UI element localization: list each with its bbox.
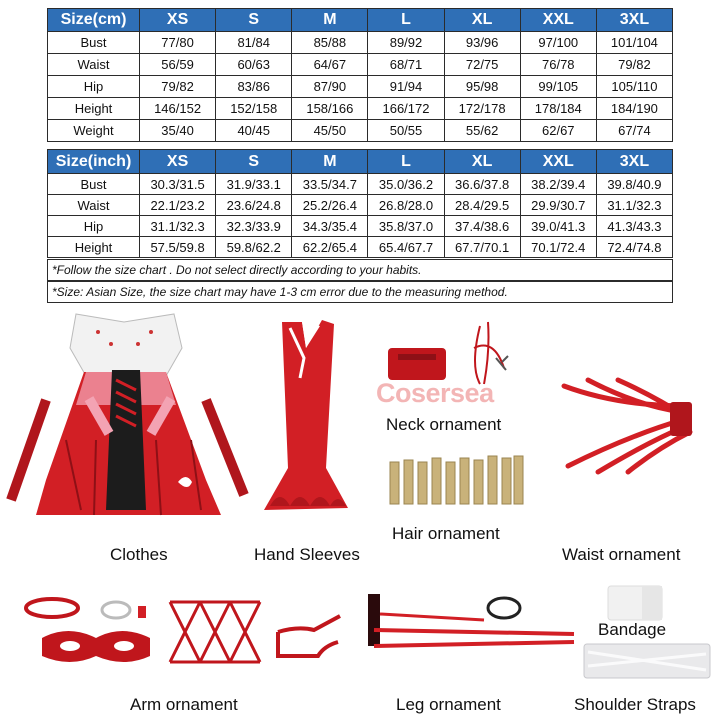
table-cell: 65.4/67.7 (368, 237, 444, 258)
bandage-image (606, 584, 666, 624)
table-cell: 93/96 (444, 32, 520, 54)
table-cell: 38.2/39.4 (520, 174, 596, 195)
table-cell: 37.4/38.6 (444, 216, 520, 237)
table-row (48, 32, 673, 54)
table-header-row (48, 150, 673, 174)
header-cell: XXL (520, 150, 596, 174)
row-label: Bust (48, 32, 140, 54)
table-row (48, 98, 673, 120)
table-cell: 62/67 (520, 120, 596, 142)
table-cell: 55/62 (444, 120, 520, 142)
table-cell: 79/82 (140, 76, 216, 98)
size-table-inch (47, 149, 673, 258)
table-cell: 29.9/30.7 (520, 195, 596, 216)
size-note-follow: *Follow the size chart . Do not select directly according to your habits. (47, 259, 673, 281)
leg-ornament-image (364, 590, 579, 660)
table-header-row (48, 9, 673, 32)
table-cell: 178/184 (520, 98, 596, 120)
row-label: Weight (48, 120, 140, 142)
table-cell: 35.0/36.2 (368, 174, 444, 195)
table-cell: 99/105 (520, 76, 596, 98)
table-cell: 72.4/74.8 (596, 237, 672, 258)
table-cell: 67.7/70.1 (444, 237, 520, 258)
row-label: Bust (48, 174, 140, 195)
table-cell: 45/50 (292, 120, 368, 142)
row-label: Hip (48, 216, 140, 237)
row-label: Height (48, 98, 140, 120)
table-cell: 33.5/34.7 (292, 174, 368, 195)
clothes-image (6, 310, 251, 535)
header-cell: L (368, 9, 444, 32)
table-cell: 50/55 (368, 120, 444, 142)
row-label: Waist (48, 54, 140, 76)
table-row (48, 237, 673, 258)
table-cell: 77/80 (140, 32, 216, 54)
header-cell: XS (140, 9, 216, 32)
clothes-label: Clothes (110, 545, 168, 564)
table-cell: 95/98 (444, 76, 520, 98)
hair-ornament-image (386, 452, 526, 508)
table-cell: 85/88 (292, 32, 368, 54)
table-cell: 79/82 (596, 54, 672, 76)
table-cell: 89/92 (368, 32, 444, 54)
leg-ornament-label: Leg ornament (396, 695, 501, 714)
table-cell: 158/166 (292, 98, 368, 120)
header-cell: S (216, 9, 292, 32)
table-cell: 31.9/33.1 (216, 174, 292, 195)
table-cell: 64/67 (292, 54, 368, 76)
header-cell: S (216, 150, 292, 174)
hand-sleeves-label: Hand Sleeves (254, 545, 360, 564)
table-cell: 72/75 (444, 54, 520, 76)
size-table-cm (47, 8, 673, 142)
table-row (48, 54, 673, 76)
table-cell: 26.8/28.0 (368, 195, 444, 216)
table-cell: 67/74 (596, 120, 672, 142)
table-cell: 57.5/59.8 (140, 237, 216, 258)
header-cell: Size(inch) (48, 150, 140, 174)
table-cell: 101/104 (596, 32, 672, 54)
shoulder-straps-image (582, 642, 712, 682)
table-cell: 34.3/35.4 (292, 216, 368, 237)
table-cell: 59.8/62.2 (216, 237, 292, 258)
table-cell: 62.2/65.4 (292, 237, 368, 258)
hand-sleeves-image (260, 318, 355, 518)
table-cell: 31.1/32.3 (140, 216, 216, 237)
header-cell: M (292, 150, 368, 174)
table-cell: 166/172 (368, 98, 444, 120)
table-row (48, 195, 673, 216)
header-cell: M (292, 9, 368, 32)
table-cell: 56/59 (140, 54, 216, 76)
table-row (48, 120, 673, 142)
table-row (48, 76, 673, 98)
table-cell: 146/152 (140, 98, 216, 120)
row-label: Hip (48, 76, 140, 98)
table-cell: 41.3/43.3 (596, 216, 672, 237)
table-cell: 172/178 (444, 98, 520, 120)
neck-ornament-label: Neck ornament (386, 415, 502, 434)
row-label: Height (48, 237, 140, 258)
table-cell: 39.8/40.9 (596, 174, 672, 195)
header-cell: 3XL (596, 150, 672, 174)
table-cell: 152/158 (216, 98, 292, 120)
watermark-logo: Cosersea (376, 378, 494, 408)
table-cell: 70.1/72.4 (520, 237, 596, 258)
table-cell: 31.1/32.3 (596, 195, 672, 216)
table-cell: 76/78 (520, 54, 596, 76)
waist-ornament-image (558, 376, 698, 476)
table-cell: 22.1/23.2 (140, 195, 216, 216)
shoulder-straps-label: Shoulder Straps (574, 695, 696, 714)
table-cell: 39.0/41.3 (520, 216, 596, 237)
row-label: Waist (48, 195, 140, 216)
header-cell: 3XL (596, 9, 672, 32)
arm-ornament-label: Arm ornament (130, 695, 238, 714)
table-row (48, 174, 673, 195)
arm-ornament-image (20, 592, 350, 672)
hair-ornament-label: Hair ornament (392, 524, 500, 543)
table-cell: 36.6/37.8 (444, 174, 520, 195)
bandage-label: Bandage (598, 620, 667, 639)
table-cell: 40/45 (216, 120, 292, 142)
table-cell: 25.2/26.4 (292, 195, 368, 216)
table-cell: 81/84 (216, 32, 292, 54)
table-cell: 35.8/37.0 (368, 216, 444, 237)
header-cell: XXL (520, 9, 596, 32)
header-cell: Size(cm) (48, 9, 140, 32)
table-cell: 87/90 (292, 76, 368, 98)
table-cell: 91/94 (368, 76, 444, 98)
table-row (48, 216, 673, 237)
table-cell: 28.4/29.5 (444, 195, 520, 216)
table-cell: 83/86 (216, 76, 292, 98)
waist-ornament-label: Waist ornament (562, 545, 681, 564)
table-cell: 184/190 (596, 98, 672, 120)
table-cell: 30.3/31.5 (140, 174, 216, 195)
table-cell: 35/40 (140, 120, 216, 142)
table-cell: 97/100 (520, 32, 596, 54)
table-cell: 105/110 (596, 76, 672, 98)
header-cell: L (368, 150, 444, 174)
header-cell: XL (444, 9, 520, 32)
header-cell: XS (140, 150, 216, 174)
size-note-asian: *Size: Asian Size, the size chart may have 1-3 cm error due to the measuring method. (47, 281, 673, 303)
header-cell: XL (444, 150, 520, 174)
table-cell: 60/63 (216, 54, 292, 76)
table-cell: 68/71 (368, 54, 444, 76)
table-cell: 32.3/33.9 (216, 216, 292, 237)
table-cell: 23.6/24.8 (216, 195, 292, 216)
